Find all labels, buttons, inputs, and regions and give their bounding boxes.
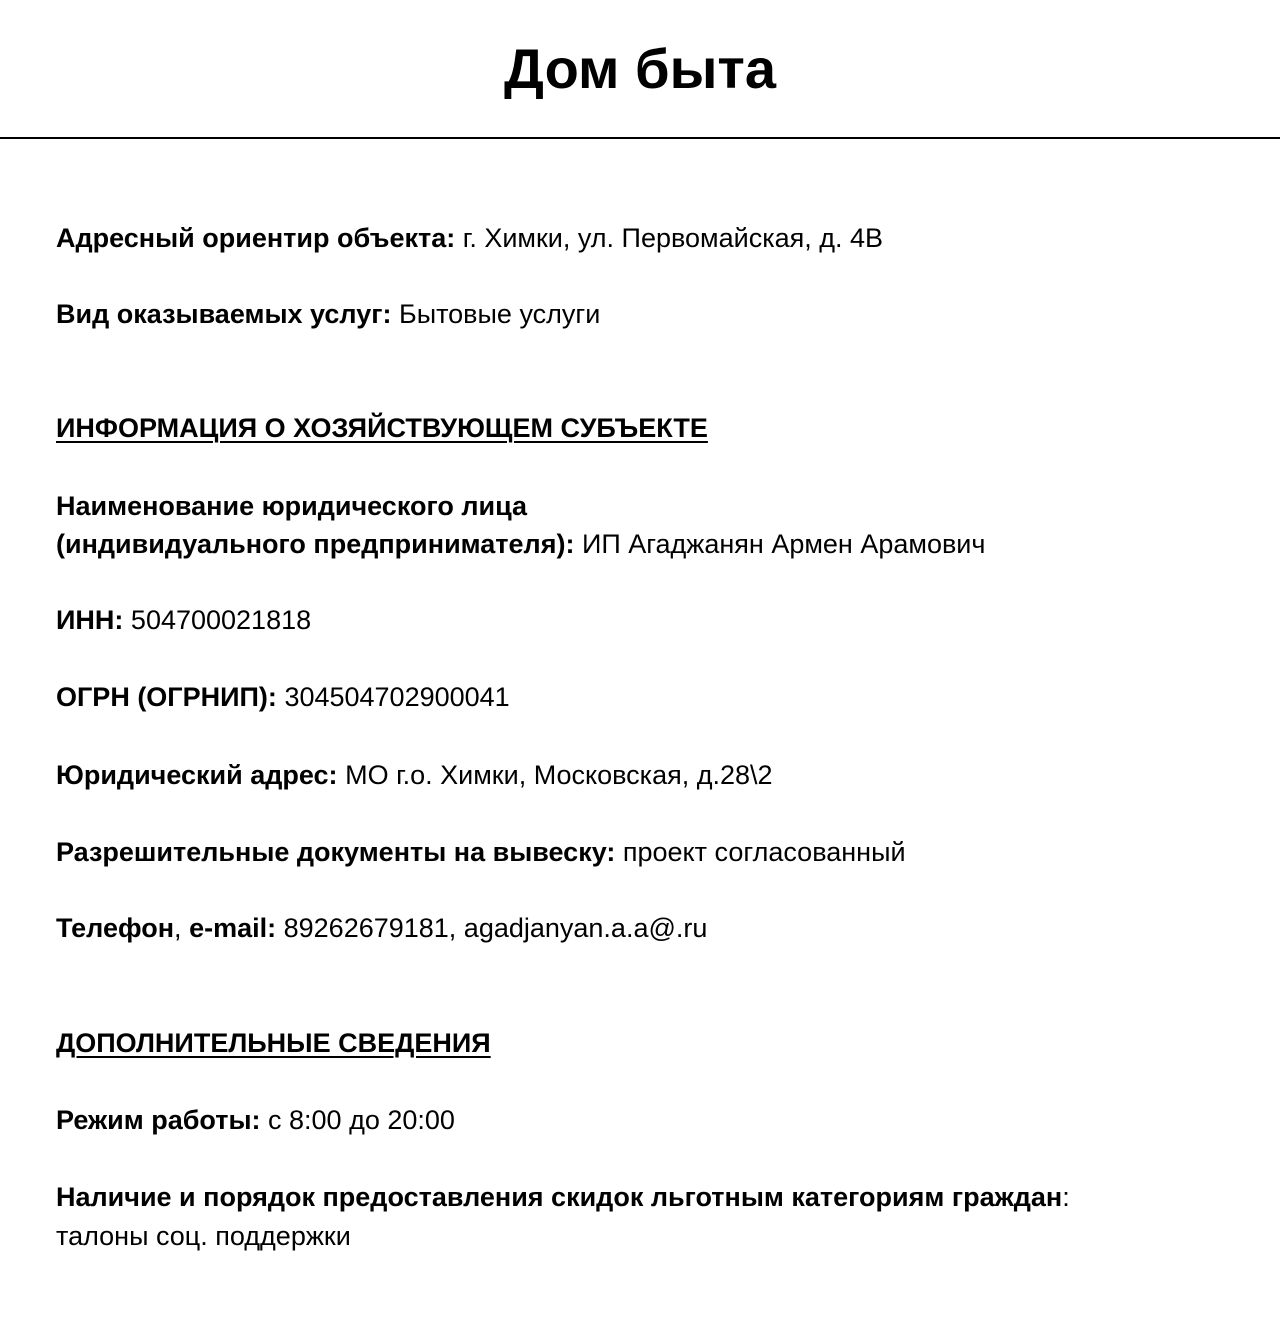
services-label: Вид оказываемых услуг: — [56, 299, 392, 329]
page-title: Дом быта — [503, 37, 776, 100]
permits-value: проект согласованный — [622, 837, 906, 867]
hours-row — [56, 1101, 455, 1139]
inn-value: 504700021818 — [130, 605, 312, 635]
name-label-line1: Наименование юридического лица — [56, 491, 528, 521]
discounts-colon: : — [1062, 1182, 1070, 1212]
hours-value: с 8:00 до 20:00 — [268, 1105, 455, 1135]
services-row — [56, 295, 600, 333]
inn-label: ИНН: — [56, 605, 124, 635]
permits-label: Разрешительные документы на вывеску: — [56, 837, 616, 867]
address-label: Адресный ориентир объекта: — [56, 223, 456, 253]
hours-label: Режим работы: — [56, 1105, 261, 1135]
ogrn-label: ОГРН (ОГРНИП): — [56, 682, 277, 712]
contacts-value: 89262679181, agadjanyan.a.a@.ru — [283, 913, 708, 943]
contacts-comma: , — [174, 913, 182, 943]
name-row — [56, 525, 985, 563]
email-label: e-mail: — [189, 913, 277, 943]
name-label-line2: (индивидуального предпринимателя): — [56, 529, 575, 559]
discounts-label: Наличие и порядок предоставления скидок льготным категориям граждан — [56, 1182, 1063, 1212]
discounts-value-row — [56, 1217, 351, 1255]
legal-address-value: МО г.о. Химки, Московская, д.28\2 — [345, 760, 773, 790]
name-value: ИП Агаджанян Армен Арамович — [581, 529, 986, 559]
legal-address-row — [56, 756, 773, 794]
ogrn-value: 304504702900041 — [284, 682, 510, 712]
name-label-row — [56, 487, 527, 525]
phone-label: Телефон — [56, 913, 175, 943]
entity-heading: ИНФОРМАЦИЯ О ХОЗЯЙСТВУЮЩЕМ СУБЪЕКТЕ — [56, 413, 708, 443]
permits-row — [56, 833, 906, 871]
title-divider — [0, 137, 1280, 139]
address-value: г. Химки, ул. Первомайская, д. 4В — [462, 223, 884, 253]
inn-row — [56, 601, 311, 639]
services-value: Бытовые услуги — [398, 299, 601, 329]
ogrn-row — [56, 678, 510, 716]
discounts-label-row — [56, 1178, 1070, 1216]
contacts-row — [56, 909, 707, 947]
discounts-value: талоны соц. поддержки — [56, 1221, 351, 1251]
extra-heading: ДОПОЛНИТЕЛЬНЫЕ СВЕДЕНИЯ — [56, 1028, 491, 1058]
legal-address-label: Юридический адрес: — [56, 760, 338, 790]
address-row — [56, 219, 883, 257]
